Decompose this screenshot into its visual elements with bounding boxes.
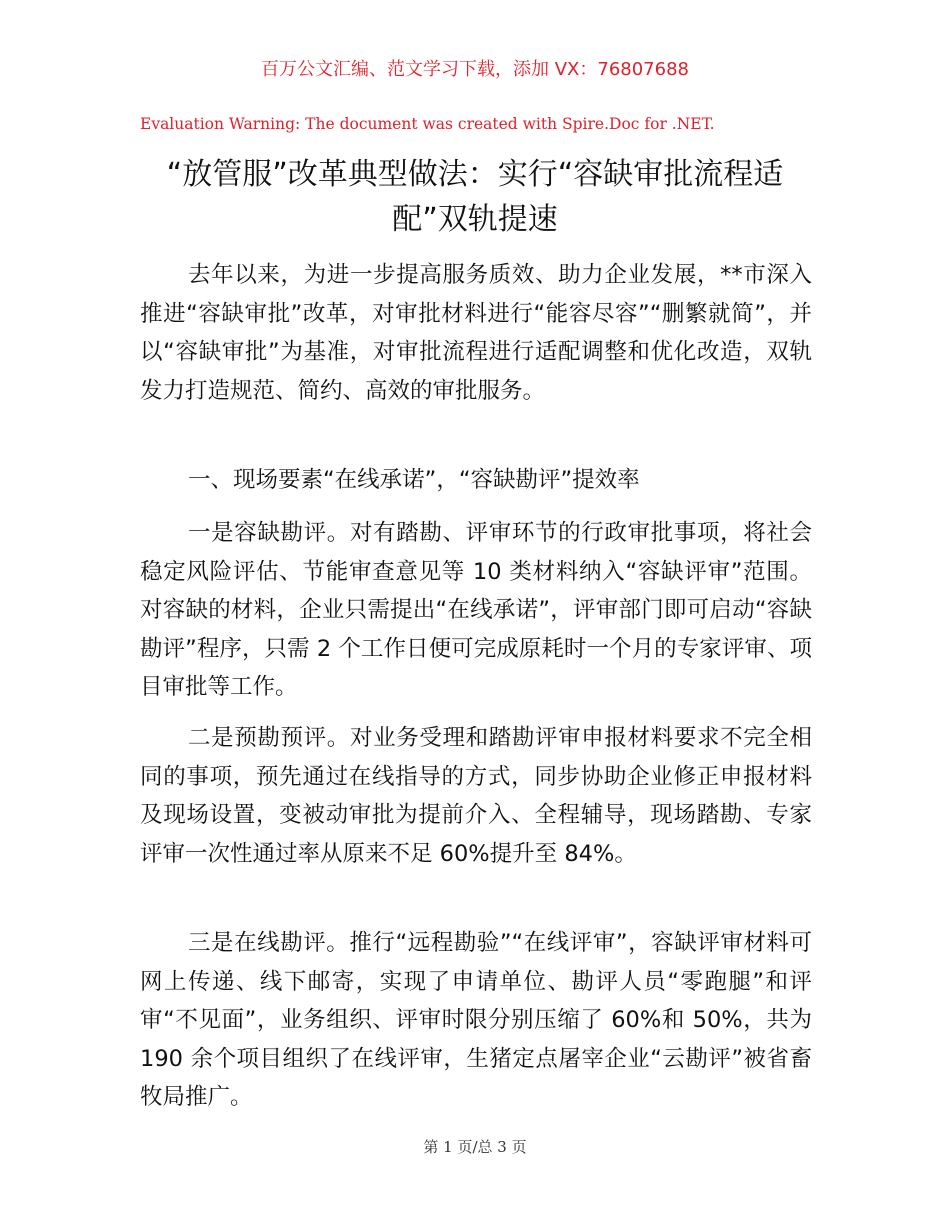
body-paragraph-3: 三是在线勘评。推行“远程勘验”“在线评审”，容缺评审材料可网上传递、线下邮寄，实现了申请单位、勘评人员“零跑腿”和评审“不见面”，业务组织、评审时限分别压缩了 60%和 50%，共为 190 余个项目组织了在线评审，生猪定点屠宰企业“云勘评”被省畜牧局推广。	[140, 930, 812, 1110]
promo-banner: 百万公文汇编、范文学习下载，添加 VX：76807688	[261, 59, 689, 80]
body-paragraph-1: 一是容缺勘评。对有踏勘、评审环节的行政审批事项，将社会稳定风险评估、节能审查意见等 10 类材料纳入“容缺评审”范围。对容缺的材料，企业只需提出“在线承诺”，评审部门即可启动“容缺勘评”程序，只需 2 个工作日便可完成原耗时一个月的专家评审、项目审批等工作。	[140, 520, 812, 700]
body-paragraph-2: 二是预勘预评。对业务受理和踏勘评审申报材料要求不完全相同的事项，预先通过在线指导的方式，同步协助企业修正申报材料及现场设置，变被动审批为提前介入、全程辅导，现场踏勘、专家评审一次性通过率从原来不足 60%提升至 84%。	[140, 725, 812, 867]
page-number-footer: 第 1 页/总 3 页	[423, 1138, 527, 1156]
evaluation-warning: Evaluation Warning: The document was created with Spire.Doc for .NET.	[140, 115, 715, 133]
intro-paragraph: 去年以来，为进一步提高服务质效、助力企业发展，**市深入推进“容缺审批”改革，对审批材料进行“能容尽容”“删繁就简”，并以“容缺审批”为基准，对审批流程进行适配调整和优化改造，双轨发力打造规范、简约、高效的审批服务。	[140, 262, 812, 404]
document-title: “放管服”改革典型做法：实行“容缺审批流程适配”双轨提速	[166, 157, 784, 237]
section-heading: 一、现场要素“在线承诺”，“容缺勘评”提效率	[188, 467, 640, 493]
